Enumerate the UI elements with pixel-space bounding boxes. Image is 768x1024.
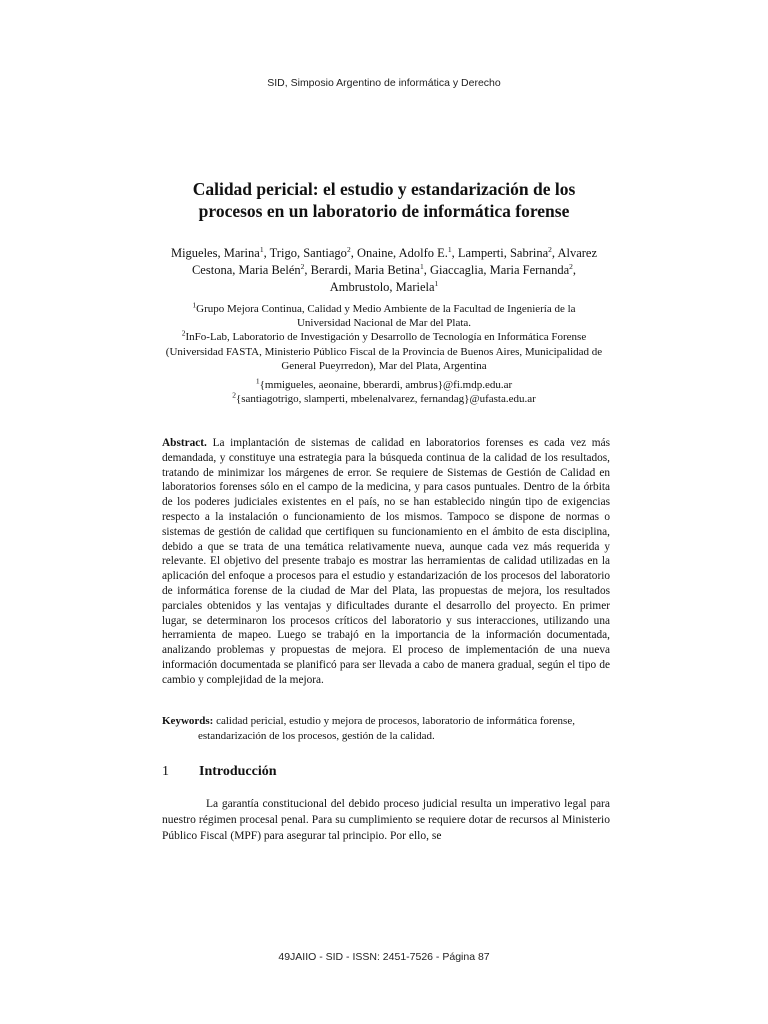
author-item bbox=[458, 246, 552, 260]
author-affiliation-mark: 1 bbox=[434, 278, 439, 288]
affiliation-mark: 1 bbox=[192, 300, 197, 310]
author-affiliation-mark: 2 bbox=[569, 261, 573, 271]
author-affiliation-mark: 1 bbox=[419, 261, 424, 271]
keywords-label: Keywords: bbox=[162, 715, 214, 727]
author-separator: , bbox=[423, 263, 430, 277]
email-mark: 2 bbox=[232, 390, 236, 400]
paper-title bbox=[150, 178, 618, 222]
author-affiliation-mark: 1 bbox=[447, 244, 452, 254]
email-line-1 bbox=[165, 378, 603, 392]
affiliation-1 bbox=[165, 302, 603, 330]
abstract bbox=[162, 436, 610, 688]
author-affiliation-mark: 2 bbox=[548, 244, 552, 254]
author-affiliation-mark: 2 bbox=[300, 261, 305, 271]
title-line-2: procesos en un laboratorio de informática forense bbox=[198, 201, 570, 221]
affiliation-text: InFo-Lab, Laboratorio de Investigación y Desarrollo de Tecnología en Informática Forense (Universidad FASTA, Ministerio Público Fiscal de la Provincia de Buenos Aires, Municipalidad de General Pueyrredon), Mar del Plata, Argentina bbox=[165, 331, 603, 372]
author-separator: , bbox=[572, 263, 577, 277]
author-item bbox=[171, 246, 264, 260]
running-header: SID, Simposio Argentino de informática y Derecho bbox=[267, 77, 501, 89]
author-separator: , bbox=[350, 246, 357, 260]
abstract-label: Abstract. bbox=[162, 437, 207, 449]
author-separator: , bbox=[451, 246, 458, 260]
affiliation-2 bbox=[165, 330, 603, 373]
email-line-2 bbox=[165, 392, 603, 406]
abstract-text: La implantación de sistemas de calidad en laboratorios forenses es cada vez más demandada, y constituye una estrategia para la búsqueda continua de la calidad de los resultados, tratando de minimizar los márgenes de error. Se requiere de Sistemas de Gestión de Calidad en laboratorios forenses sólo en el campo de la medicina, y para casos puntuales. Dentro de la órbita de los poderes judiciales existentes en el país, no se han establecido ningún tipo de exigencias respecto a la instalación o funcionamiento de los mismos. Tampoco se dispone de normas o sistemas de gestión de calidad que certifiquen su funcionamiento en el ámbito de esta disciplina, debido a que se trata de una temática relativamente nueva, aunque cada vez más requerida y relevante. El objetivo del presente trabajo es mostrar las herramientas de calidad utilizadas en la aplicación del enfoque a procesos para el estudio y estandarización de los procesos del laboratorio de informática forense de la ciudad de Mar del Plata, las propuestas de mejora, los resultados parciales obtenidos y las ventajas y dificultades durante el desarrollo del proyecto. En primer lugar, se determinaron los procesos críticos del laboratorio y sus interacciones, utilizando una herramienta de mapeo. Luego se trabajó en la importancia de la información documentada, analizando problemas y propuestas de mejora. El proceso de implementación de una nueva información documentada se planificó para ser llevada a cabo de manera gradual, según el tipo de cambio y complejidad de la mejora. bbox=[162, 437, 611, 686]
author-name: Berardi, Maria Betina bbox=[310, 263, 420, 277]
affiliation-text: Grupo Mejora Continua, Calidad y Medio Ambiente de la Facultad de Ingeniería de la Universidad Nacional de Mar del Plata. bbox=[196, 303, 576, 330]
affiliation-mark: 2 bbox=[181, 328, 186, 338]
author-name: Ambrustolo, Mariela bbox=[329, 280, 435, 294]
author-name: Giaccaglia, Maria Fernanda bbox=[429, 263, 570, 277]
email-text: {santiagotrigo, slamperti, mbelenalvarez, fernandag}@ufasta.edu.ar bbox=[235, 393, 536, 406]
author-name: Alvarez Cestona, Maria Belén bbox=[191, 246, 598, 277]
author-item bbox=[330, 280, 439, 294]
author-item bbox=[430, 263, 573, 277]
author-affiliation-mark: 1 bbox=[259, 244, 264, 254]
section-heading-introduccion bbox=[162, 764, 610, 780]
email-text: {mmigueles, aeonaine, bberardi, ambrus}@fi.mdp.edu.ar bbox=[259, 379, 513, 392]
author-affiliation-mark: 2 bbox=[346, 244, 351, 254]
author-item bbox=[270, 246, 351, 260]
section-number: 1 bbox=[162, 764, 169, 779]
author-name: Trigo, Santiago bbox=[269, 246, 347, 260]
author-list bbox=[160, 245, 608, 296]
author-name: Onaine, Adolfo E. bbox=[356, 246, 448, 260]
keywords bbox=[162, 714, 646, 743]
introduction-paragraph: La garantía constitucional del debido proceso judicial resulta un imperativo legal para nuestro régimen procesal penal. Para su cumplimiento se requiere dotar de recursos al Ministerio Público Fiscal (MPF) para asegurar tal principio. Por ello, se bbox=[162, 798, 610, 842]
title-line-1: Calidad pericial: el estudio y estandarización de los bbox=[192, 179, 576, 199]
author-separator: , bbox=[551, 246, 558, 260]
email-block bbox=[165, 378, 603, 406]
author-separator: , bbox=[263, 246, 270, 260]
affiliations bbox=[165, 302, 603, 406]
author-item bbox=[311, 263, 424, 277]
section-title: Introducción bbox=[199, 764, 277, 779]
author-name: Migueles, Marina bbox=[170, 246, 260, 260]
author-item bbox=[357, 246, 452, 260]
author-separator: , bbox=[304, 263, 311, 277]
email-mark: 1 bbox=[255, 376, 260, 386]
page-footer: 49JAIIO - SID - ISSN: 2451-7526 - Página 87 bbox=[278, 951, 490, 963]
author-name: Lamperti, Sabrina bbox=[457, 246, 549, 260]
keywords-text: calidad pericial, estudio y mejora de procesos, laboratorio de informática forense, estandarización de los procesos, gestión de la calidad. bbox=[198, 715, 575, 742]
